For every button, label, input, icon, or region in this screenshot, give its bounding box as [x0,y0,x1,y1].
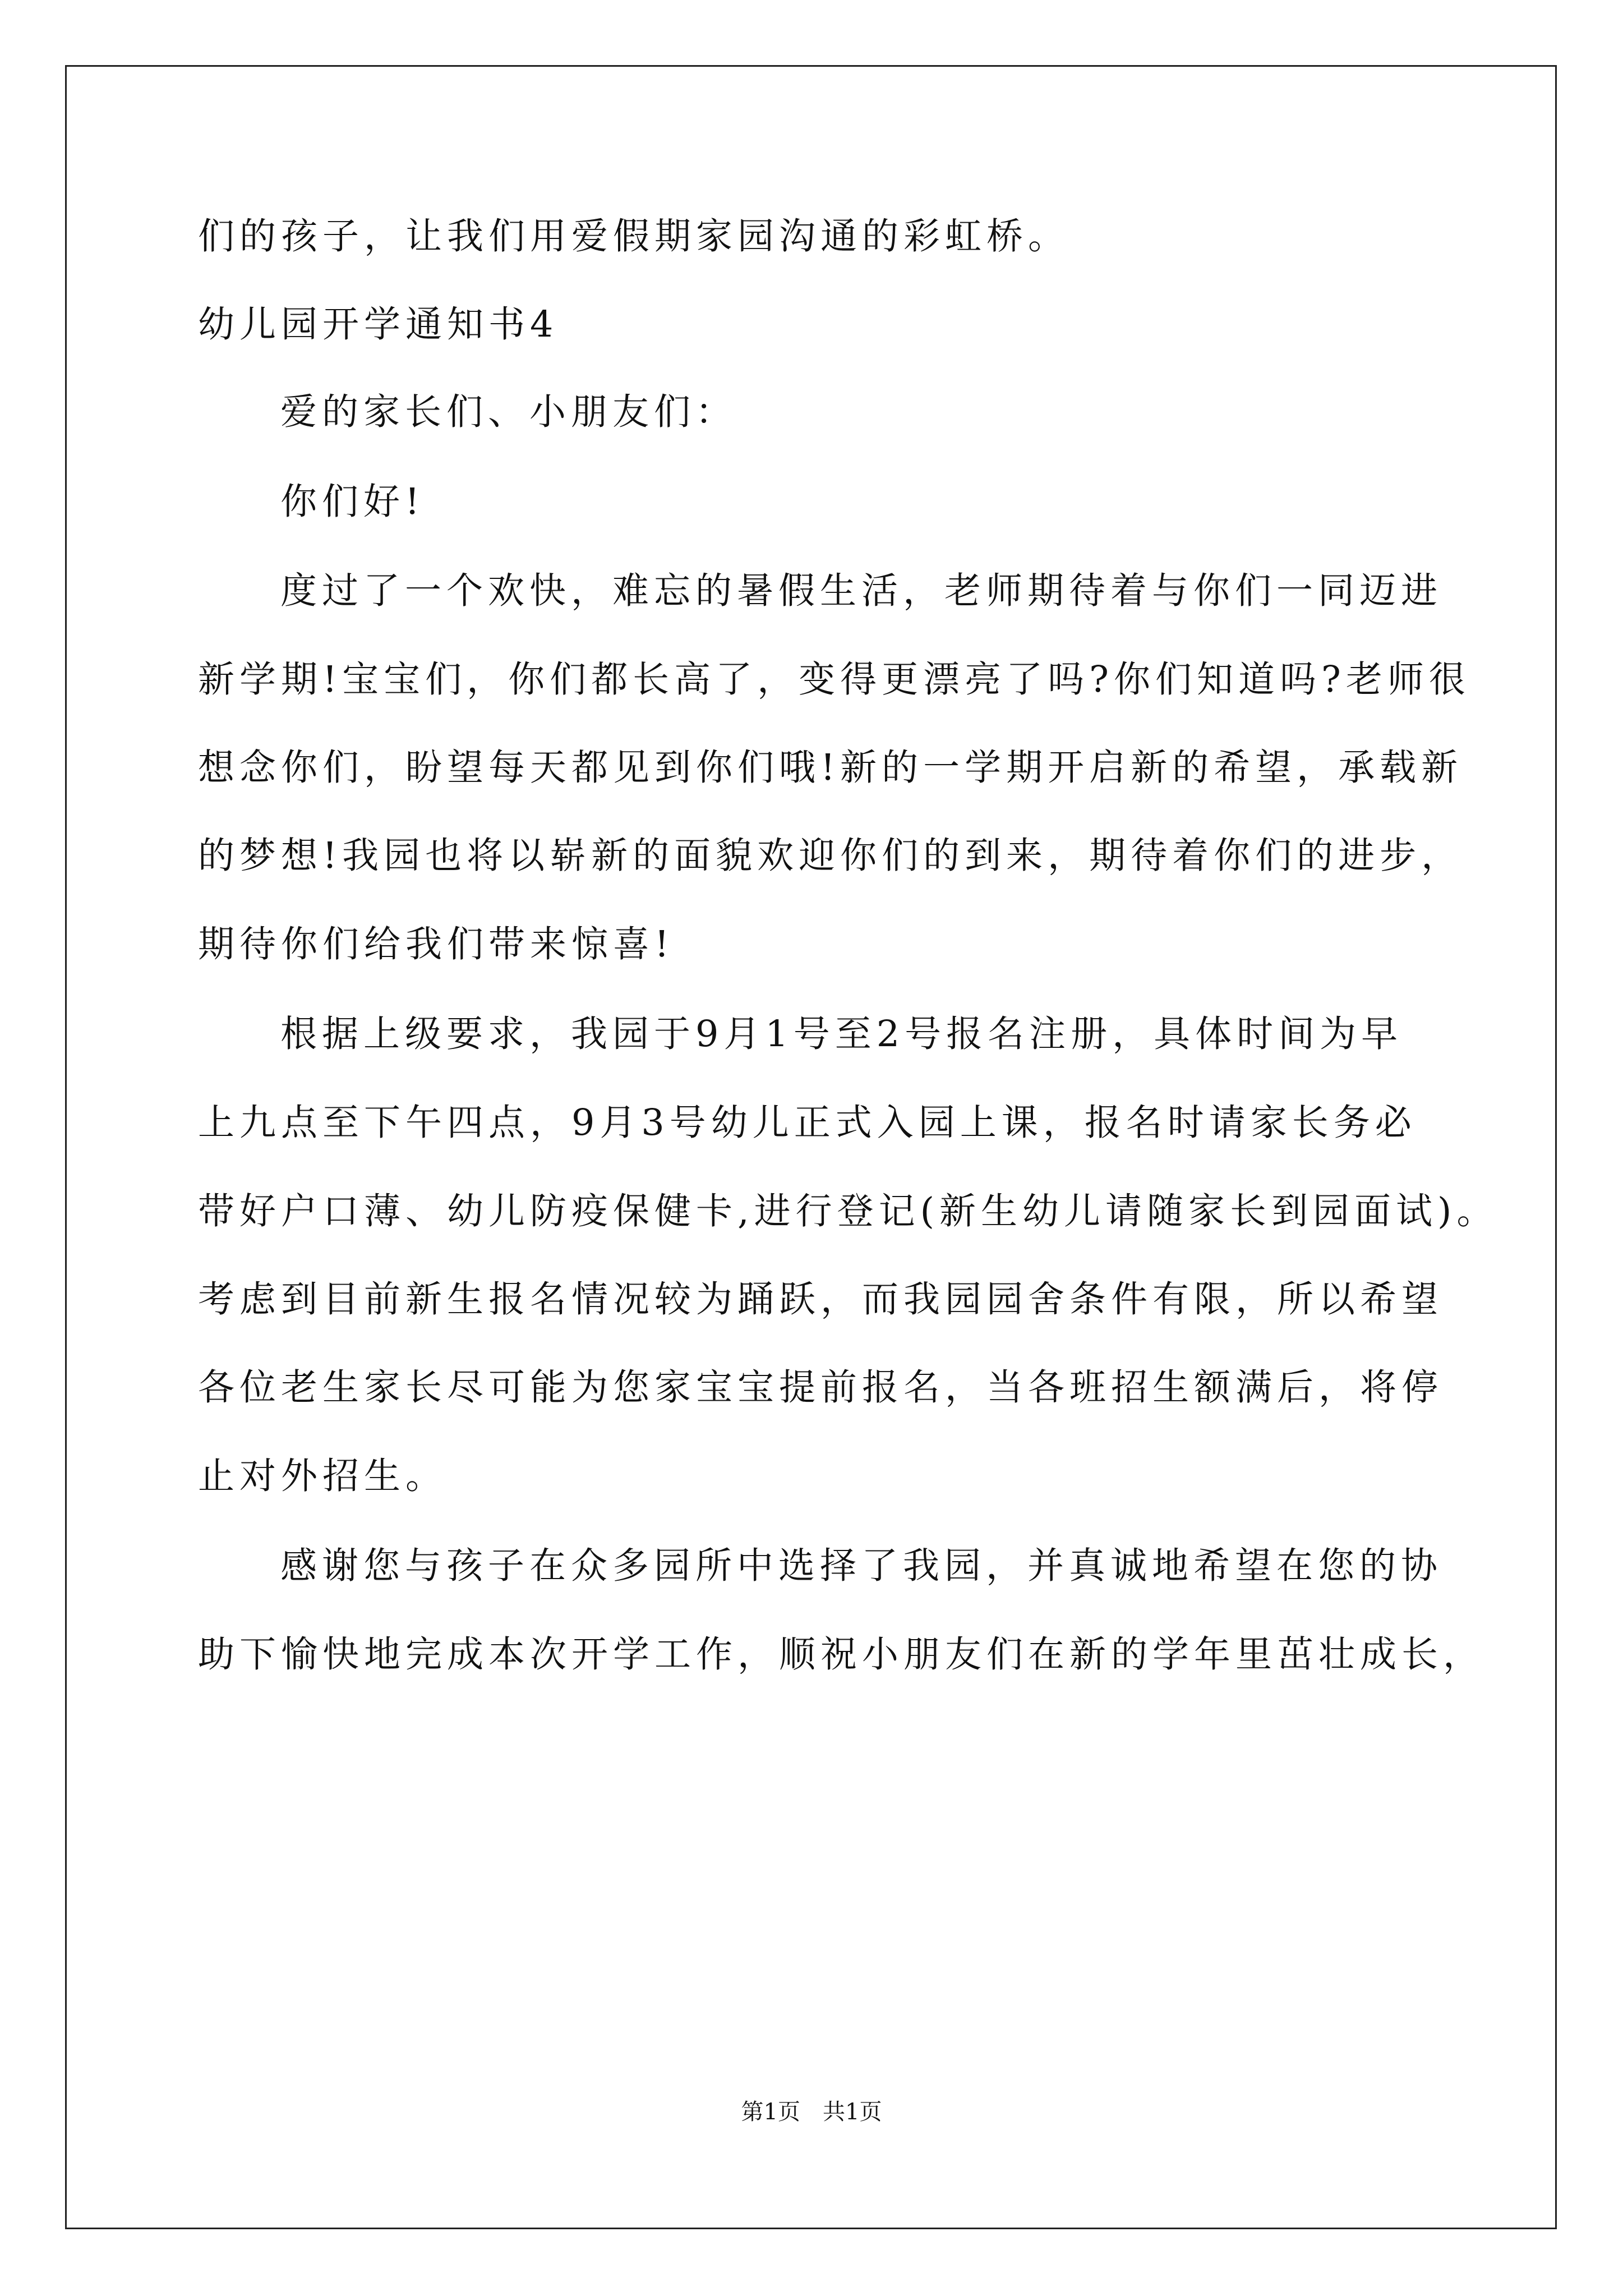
paragraph-line: 上九点至下午四点，9月3号幼儿正式入园上课，报名时请家长务必 [198,1102,1417,1144]
paragraph-line: 止对外招生。 [198,1455,448,1497]
section-heading: 幼儿园开学通知书4 [198,303,559,346]
paragraph-line: 期待你们给我们带来惊喜! [198,923,675,965]
salutation: 爱的家长们、小朋友们： [280,391,737,433]
greeting: 你们好! [280,481,425,523]
paragraph-line: 度过了一个欢快，难忘的暑假生活，老师期待着与你们一同迈进 [280,570,1443,612]
paragraph-line: 新学期!宝宝们，你们都长高了，变得更漂亮了吗?你们知道吗?老师很 [198,659,1470,701]
page-total: 共1页 [823,2099,882,2125]
paragraph-line: 感谢您与孩子在众多园所中选择了我园，并真诚地希望在您的协 [280,1545,1443,1587]
text-line: 们的孩子，让我们用爱假期家园沟通的彩虹桥。 [198,215,1070,257]
paragraph-line: 考虑到目前新生报名情况较为踊跃，而我园园舍条件有限，所以希望 [198,1278,1444,1320]
paragraph-line: 根据上级要求，我园于9月1号至2号报名注册，具体时间为早 [280,1013,1403,1055]
paragraph-line: 想念你们，盼望每天都见到你们哦!新的一学期开启新的希望，承载新 [198,747,1463,789]
paragraph-line: 助下愉快地完成本次开学工作，顺祝小朋友们在新的学年里茁壮成长， [198,1634,1485,1676]
page-number: 第1页 [741,2099,800,2125]
paragraph-line: 带好户口薄、幼儿防疫保健卡,进行登记(新生幼儿请随家长到园面试)。 [198,1190,1498,1232]
paragraph-line: 各位老生家长尽可能为您家宝宝提前报名，当各班招生额满后，将停 [198,1366,1444,1409]
paragraph-line: 的梦想!我园也将以崭新的面貌欢迎你们的到来，期待着你们的进步， [198,835,1463,877]
page-footer [0,2098,1623,2126]
